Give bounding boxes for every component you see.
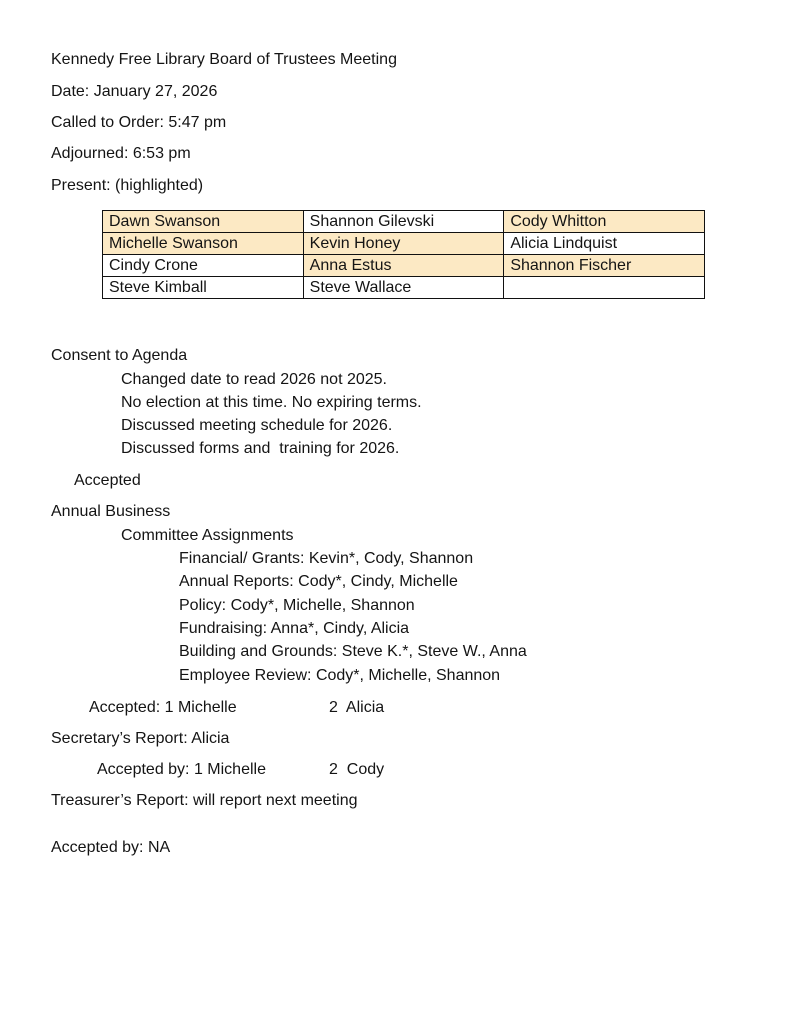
consent-result: Accepted: [74, 472, 141, 489]
attendance-row: [103, 277, 705, 299]
committee-item: Policy: Cody*, Michelle, Shannon: [179, 597, 415, 614]
treasurer-accepted: Accepted by: NA: [51, 839, 171, 856]
attendance-row: [103, 233, 705, 255]
committee-item: Annual Reports: Cody*, Cindy, Michelle: [179, 573, 458, 590]
attendee-present-cell: Dawn Swanson: [103, 211, 304, 233]
attendee-cell: Cindy Crone: [103, 255, 304, 277]
committee-item: Building and Grounds: Steve K.*, Steve W., Anna: [179, 643, 527, 660]
attendee-present-cell: Cody Whitton: [504, 211, 705, 233]
committee-item: Financial/ Grants: Kevin*, Cody, Shannon: [179, 550, 474, 567]
committee-assignments-heading: Committee Assignments: [121, 527, 294, 544]
attendee-present-cell: Shannon Fischer: [504, 255, 705, 277]
consent-item: Discussed meeting schedule for 2026.: [121, 417, 393, 434]
adjourned-time: Adjourned: 6:53 pm: [51, 145, 191, 162]
meeting-date: Date: January 27, 2026: [51, 83, 218, 100]
committee-item: Fundraising: Anna*, Cindy, Alicia: [179, 620, 410, 637]
attendee-cell: Shannon Gilevski: [303, 211, 504, 233]
attendance-row: [103, 255, 705, 277]
attendee-present-cell: Michelle Swanson: [103, 233, 304, 255]
attendee-cell: Alicia Lindquist: [504, 233, 705, 255]
attendee-present-cell: Kevin Honey: [303, 233, 504, 255]
attendee-cell: Steve Wallace: [303, 277, 504, 299]
consent-heading: Consent to Agenda: [51, 347, 188, 364]
consent-item: Discussed forms and training for 2026.: [121, 440, 400, 457]
attendee-present-cell: Anna Estus: [303, 255, 504, 277]
consent-item: Changed date to read 2026 not 2025.: [121, 371, 387, 388]
committee-motion-first: Accepted: 1 Michelle: [89, 699, 237, 716]
committee-item: Employee Review: Cody*, Michelle, Shannon: [179, 667, 501, 684]
treasurer-report: Treasurer’s Report: will report next meeting: [51, 792, 358, 809]
annual-business-heading: Annual Business: [51, 503, 171, 520]
consent-item: No election at this time. No expiring terms.: [121, 394, 422, 411]
attendance-table: [102, 210, 705, 299]
attendee-cell: [504, 277, 705, 299]
secretary-report: Secretary’s Report: Alicia: [51, 730, 230, 747]
secretary-motion-second: 2 Cody: [329, 761, 385, 778]
attendance-row: [103, 211, 705, 233]
called-to-order: Called to Order: 5:47 pm: [51, 114, 227, 131]
present-label: Present: (highlighted): [51, 177, 204, 194]
committee-motion-second: 2 Alicia: [329, 699, 385, 716]
secretary-motion-first: Accepted by: 1 Michelle: [97, 761, 266, 778]
attendee-cell: Steve Kimball: [103, 277, 304, 299]
document-title: Kennedy Free Library Board of Trustees Meeting: [51, 51, 397, 68]
